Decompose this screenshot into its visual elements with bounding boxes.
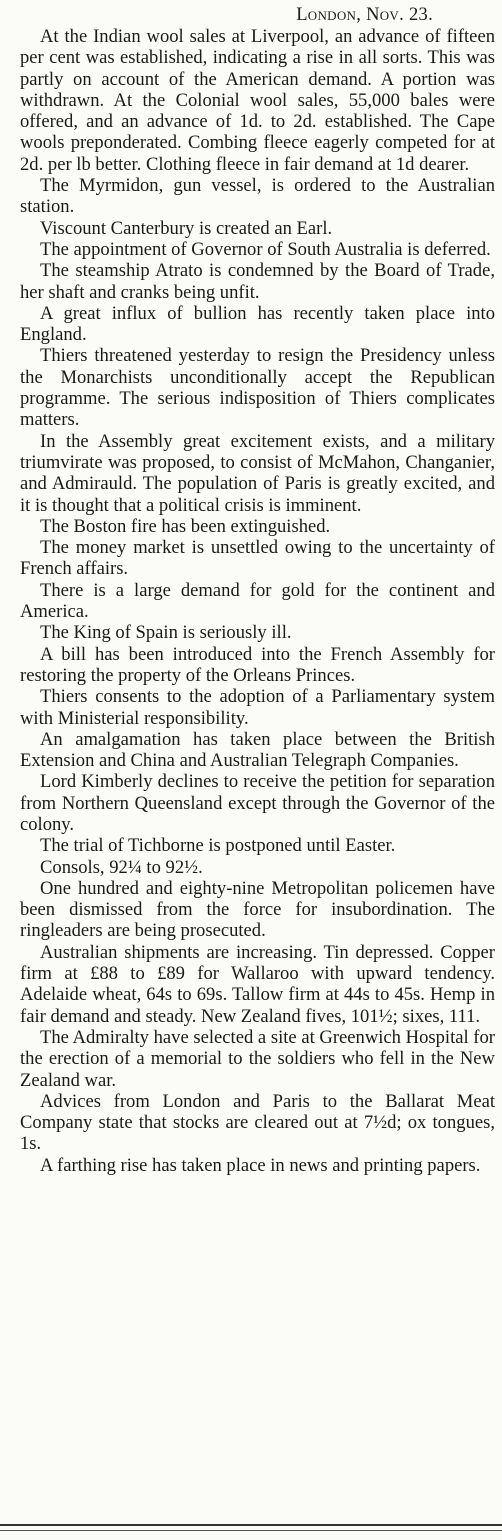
news-item: Thiers consents to the adoption of a Parliamentary system with Ministerial responsibility.: [20, 686, 495, 729]
news-item: A bill has been introduced into the French Assembly for restoring the property of the Orleans Princes.: [20, 643, 495, 686]
news-item: A farthing rise has taken place in news and printing papers.: [40, 1154, 481, 1176]
news-item: The King of Spain is seriously ill.: [40, 622, 292, 644]
column-end-rule: [0, 1524, 502, 1526]
news-item: Lord Kimberly declines to receive the petition for separation from Northern Queensland except through the Governor of the colony.: [20, 771, 495, 835]
news-item: A great influx of bullion has recently taken place into England.: [20, 302, 495, 346]
news-item: Viscount Canterbury is created an Earl.: [40, 217, 333, 239]
news-item: Advices from London and Paris to the Ballarat Meat Company state that stocks are cleared out at 7½d; ox tongues, 1s.: [20, 1090, 495, 1155]
news-item: The appointment of Governor of South Australia is deferred.: [40, 238, 491, 260]
news-item: The steamship Atrato is condemned by the Board of Trade, her shaft and cranks being unfit.: [20, 260, 495, 303]
news-item: The Myrmidon, gun vessel, is ordered to the Australian station.: [20, 175, 495, 218]
news-item: The Boston fire has been extinguished.: [40, 515, 331, 537]
news-item: One hundred and eighty-nine Metropolitan policemen have been dismissed from the force for insubordination. The ringleaders are being prosecuted.: [20, 877, 495, 942]
column-end-rule-thin: [0, 1530, 502, 1531]
news-item: In the Assembly great excitement exists, and a military triumvirate was proposed, to consist of McMahon, Changanier, and Admirauld. The population of Paris is greatly excited, and it is thought that a political crisis is imminent.: [20, 430, 495, 516]
news-item: Consols, 92¼ to 92½.: [40, 856, 203, 878]
news-item: The trial of Tichborne is postponed until Easter.: [40, 835, 396, 857]
news-item: The money market is unsettled owing to the uncertainty of French affairs.: [20, 537, 495, 580]
dateline: London, Nov. 23.: [296, 5, 433, 25]
news-item: The Admiralty have selected a site at Greenwich Hospital for the erection of a memorial to the soldiers who fell in the New Zealand war.: [20, 1026, 495, 1091]
news-item: There is a large demand for gold for the continent and America.: [20, 579, 495, 623]
news-item: Thiers threatened yesterday to resign the Presidency unless the Monarchists unconditionally accept the Republican programme. The serious indisposition of Thiers complicates matters.: [20, 345, 495, 431]
news-item: Australian shipments are increasing. Tin depressed. Copper firm at £88 to £89 for Wallaroo with upward tendency. Adelaide wheat, 64s to 69s. Tallow firm at 44s to 45s. Hemp in fair demand and steady. New Zealand fives, 101½; sixes, 111.: [20, 941, 495, 1027]
news-item: At the Indian wool sales at Liverpool, an advance of fifteen per cent was established, indicating a rise in all sorts. This was partly on account of the American demand. A portion was withdrawn. At the Colonial wool sales, 55,000 bales were offered, and an advance of 1d. to 2d. established. The Cape wools preponderated. Combing fleece eagerly competed for at 2d. per lb better. Clothing fleece in fair demand at 1d dearer.: [20, 26, 495, 175]
news-column-body: [20, 26, 495, 1176]
news-item: An amalgamation has taken place between the British Extension and China and Australian Telegraph Companies.: [20, 728, 495, 772]
